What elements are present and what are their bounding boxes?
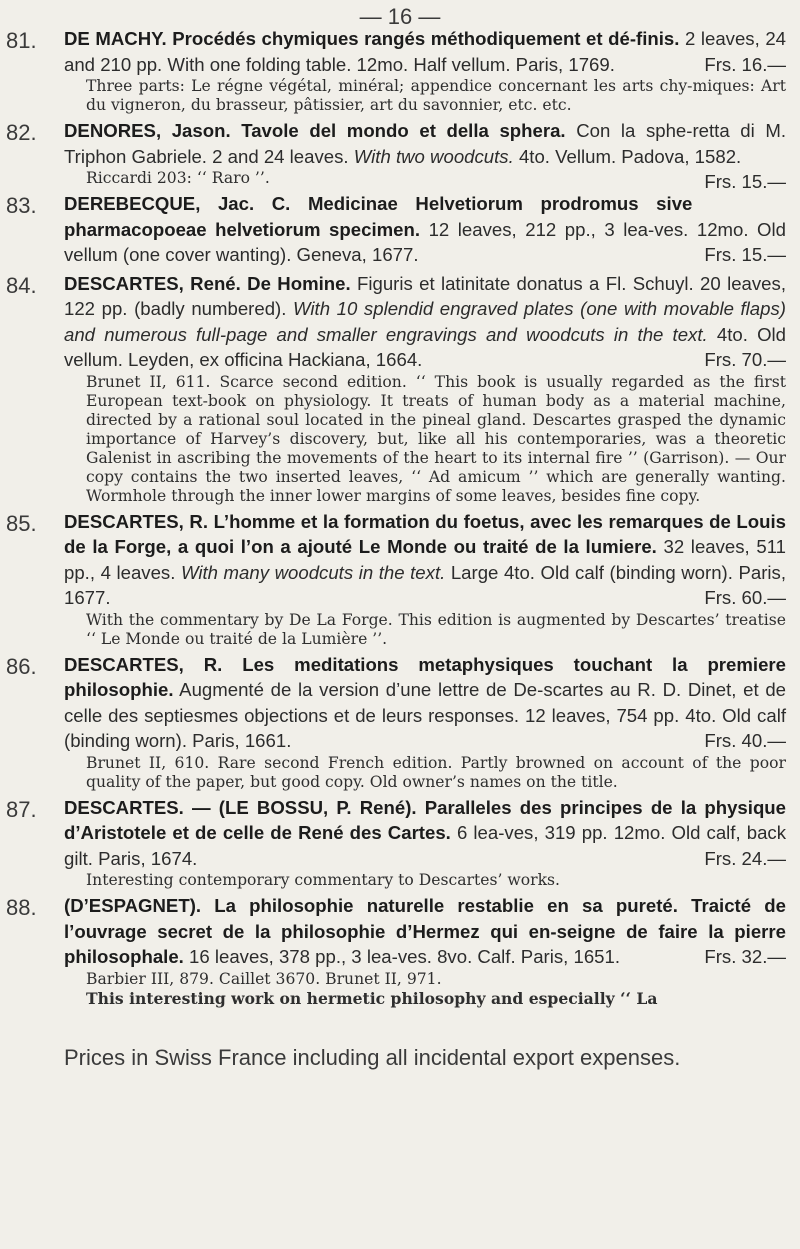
- entry-number: 83.: [6, 193, 37, 218]
- entry-note: Brunet II, 611. Scarce second edition. ‘‘ This book is usually regarded as the first European text-book on physiology. It treats of human body as a material machine, directed by a rational soul located in the pineal gland. Descartes grasped the dynamic importance of Harvey’s discovery, but, like all his contemporaries, was a theoretic Galenist in ascribing the movements of the heart to its internal fire ’’ (Garrison). — Our copy contains the two inserted leaves, ‘‘ Ad amicum ’’ which are generally wanting. Wormhole through the inner lower margins of some leaves, besides fine copy.: [86, 372, 786, 505]
- entry-price: Frs. 15.—: [704, 171, 786, 192]
- entry-author: DESCARTES, René.: [64, 272, 241, 294]
- entry-author: DEREBECQUE, Jac. C.: [64, 193, 291, 214]
- entry-body-after: Large 4to. Old calf (binding worn). Paris, 1677.: [64, 561, 786, 608]
- entry-note-continued: This interesting work on hermetic philosophy and especially ‘‘ La: [86, 988, 658, 1008]
- entry-author: (D’ESPAGNET).: [64, 895, 202, 916]
- entry-body-italic: With two woodcuts.: [353, 145, 514, 167]
- entry-body: 12 leaves, 212 pp., 3 lea-ves. 12mo. Old vellum (one cover wanting). Geneva, 1677.: [64, 218, 786, 265]
- entry-price: Frs. 15.—: [704, 244, 786, 265]
- entry-text: [64, 795, 786, 872]
- entry-body: Con la sphe-retta di M. Triphon Gabriele. 2 and 24 leaves.: [64, 120, 786, 167]
- entry-title: Tavole del mondo et della sphera.: [241, 120, 566, 141]
- entry-title: De Homine.: [247, 272, 351, 294]
- entry-body: Figuris et latinitate donatus a Fl. Schuyl. 20 leaves, 122 pp. (badly numbered).: [64, 272, 786, 319]
- entry-text: [64, 509, 786, 611]
- entry-author: DESCARTES, R.: [64, 653, 223, 675]
- entry-body: 6 lea-ves, 319 pp. 12mo. Old calf, back gilt. Paris, 1674.: [64, 822, 786, 869]
- entry-price: Frs. 40.—: [704, 730, 786, 751]
- page-number: — 16 —: [359, 4, 441, 29]
- entry-note: Three parts: Le régne végétal, minéral; appendice concernant les arts chy-miques: Art du vigneron, du brasseur, pâtissier, art du savonnier, etc. etc.: [86, 77, 786, 114]
- footer-note: Prices in Swiss France including all incidental export expenses.: [64, 1045, 681, 1070]
- entry-note: Barbier III, 879. Caillet 3670. Brunet II, 971.: [86, 969, 442, 988]
- entry-88: [0, 893, 800, 1008]
- entry-number: 87.: [6, 796, 37, 822]
- entry-title: L’homme et la formation du foetus, avec les remarques de Louis de la Forge, a quoi l’on a ajouté Le Monde ou traité de la lumiere.: [64, 510, 786, 557]
- entry-text: [64, 893, 786, 970]
- entry-number: 86.: [6, 653, 37, 679]
- entry-title: Procédés chymiques rangés méthodiquement et dé-finis.: [172, 28, 680, 49]
- entry-title: Paralleles des principes de la physique d’Aristotele et de celle de René des Cartes.: [64, 796, 786, 843]
- entry-81: [0, 26, 800, 115]
- entry-number: 88.: [6, 895, 37, 920]
- entries-list: [0, 26, 800, 1011]
- entry-note: Brunet II, 610. Rare second French edition. Partly browned on account of the poor quality of the paper, but good copy. Old owner’s names on the title.: [86, 753, 786, 791]
- entry-83: [0, 191, 800, 268]
- entry-body: 32 leaves, 511 pp., 4 leaves.: [64, 536, 786, 583]
- entry-body: 2 leaves, 24 and 210 pp. With one folding table. 12mo. Half vellum. Paris, 1769.: [64, 28, 787, 75]
- entry-text: [64, 271, 786, 373]
- entry-87: [0, 795, 800, 891]
- entry-body-italic: With many woodcuts in the text.: [180, 561, 446, 583]
- entry-82: [0, 118, 800, 192]
- entry-note: Riccardi 203: ‘‘ Raro ’’.: [86, 169, 270, 187]
- entry-text: [64, 191, 786, 268]
- entry-85: [0, 509, 800, 649]
- entry-author: DESCARTES. — (LE BOSSU, P. René).: [64, 796, 417, 818]
- entry-price: Frs. 24.—: [704, 847, 786, 869]
- entry-note: With the commentary by De La Forge. This edition is augmented by Descartes’ treatise ‘‘ Le Monde ou traité de la Lumière ’’.: [86, 610, 786, 648]
- entry-number: 81.: [6, 28, 37, 53]
- entry-author: DENORES, Jason.: [64, 120, 231, 141]
- entry-title: Les meditations metaphysiques touchant la premiere philosophie.: [64, 653, 786, 700]
- entry-note: Interesting contemporary commentary to Descartes’ works.: [86, 871, 560, 889]
- entry-price: Frs. 16.—: [704, 53, 786, 75]
- entry-body-after: 4to. Old vellum. Leyden, ex officina Hackiana, 1664.: [64, 323, 787, 370]
- entry-body: 16 leaves, 378 pp., 3 lea-ves. 8vo. Calf. Paris, 1651.: [189, 946, 621, 967]
- entry-body-after: 4to. Vellum. Padova, 1582.: [518, 145, 742, 167]
- entry-author: DESCARTES, R.: [64, 510, 209, 532]
- entry-title: Medicinae Helvetiorum prodromus sive pharmacopoeae helvetiorum specimen.: [64, 193, 693, 240]
- entry-86: [0, 652, 800, 792]
- entry-body-italic: With 10 splendid engraved plates (one with movable flaps) and numerous full-page and smaller engravings and woodcuts in the text.: [64, 298, 786, 345]
- entry-title: La philosophie naturelle restablie en sa pureté. Traicté de l’ouvrage secret de la philosophie d’Hermez qui en-seigne de faire la pierre philosophale.: [64, 895, 786, 967]
- entry-text: [64, 652, 786, 754]
- entry-body: Augmenté de la version d’une lettre de De-scartes au R. D. Dinet, et de celle des septiesmes objections et de leurs responses. 12 leaves, 754 pp. 4to. Old calf (binding worn). Paris, 1661.: [64, 679, 787, 751]
- entry-price: Frs. 60.—: [704, 587, 786, 608]
- entry-author: DE MACHY.: [64, 28, 167, 49]
- entry-price: Frs. 32.—: [704, 946, 786, 967]
- entry-number: 85.: [6, 510, 37, 536]
- entry-number: 84.: [6, 272, 37, 298]
- entry-number: 82.: [6, 120, 37, 145]
- entry-84: [0, 271, 800, 506]
- entry-price: Frs. 70.—: [704, 349, 786, 370]
- entry-text: [64, 26, 786, 77]
